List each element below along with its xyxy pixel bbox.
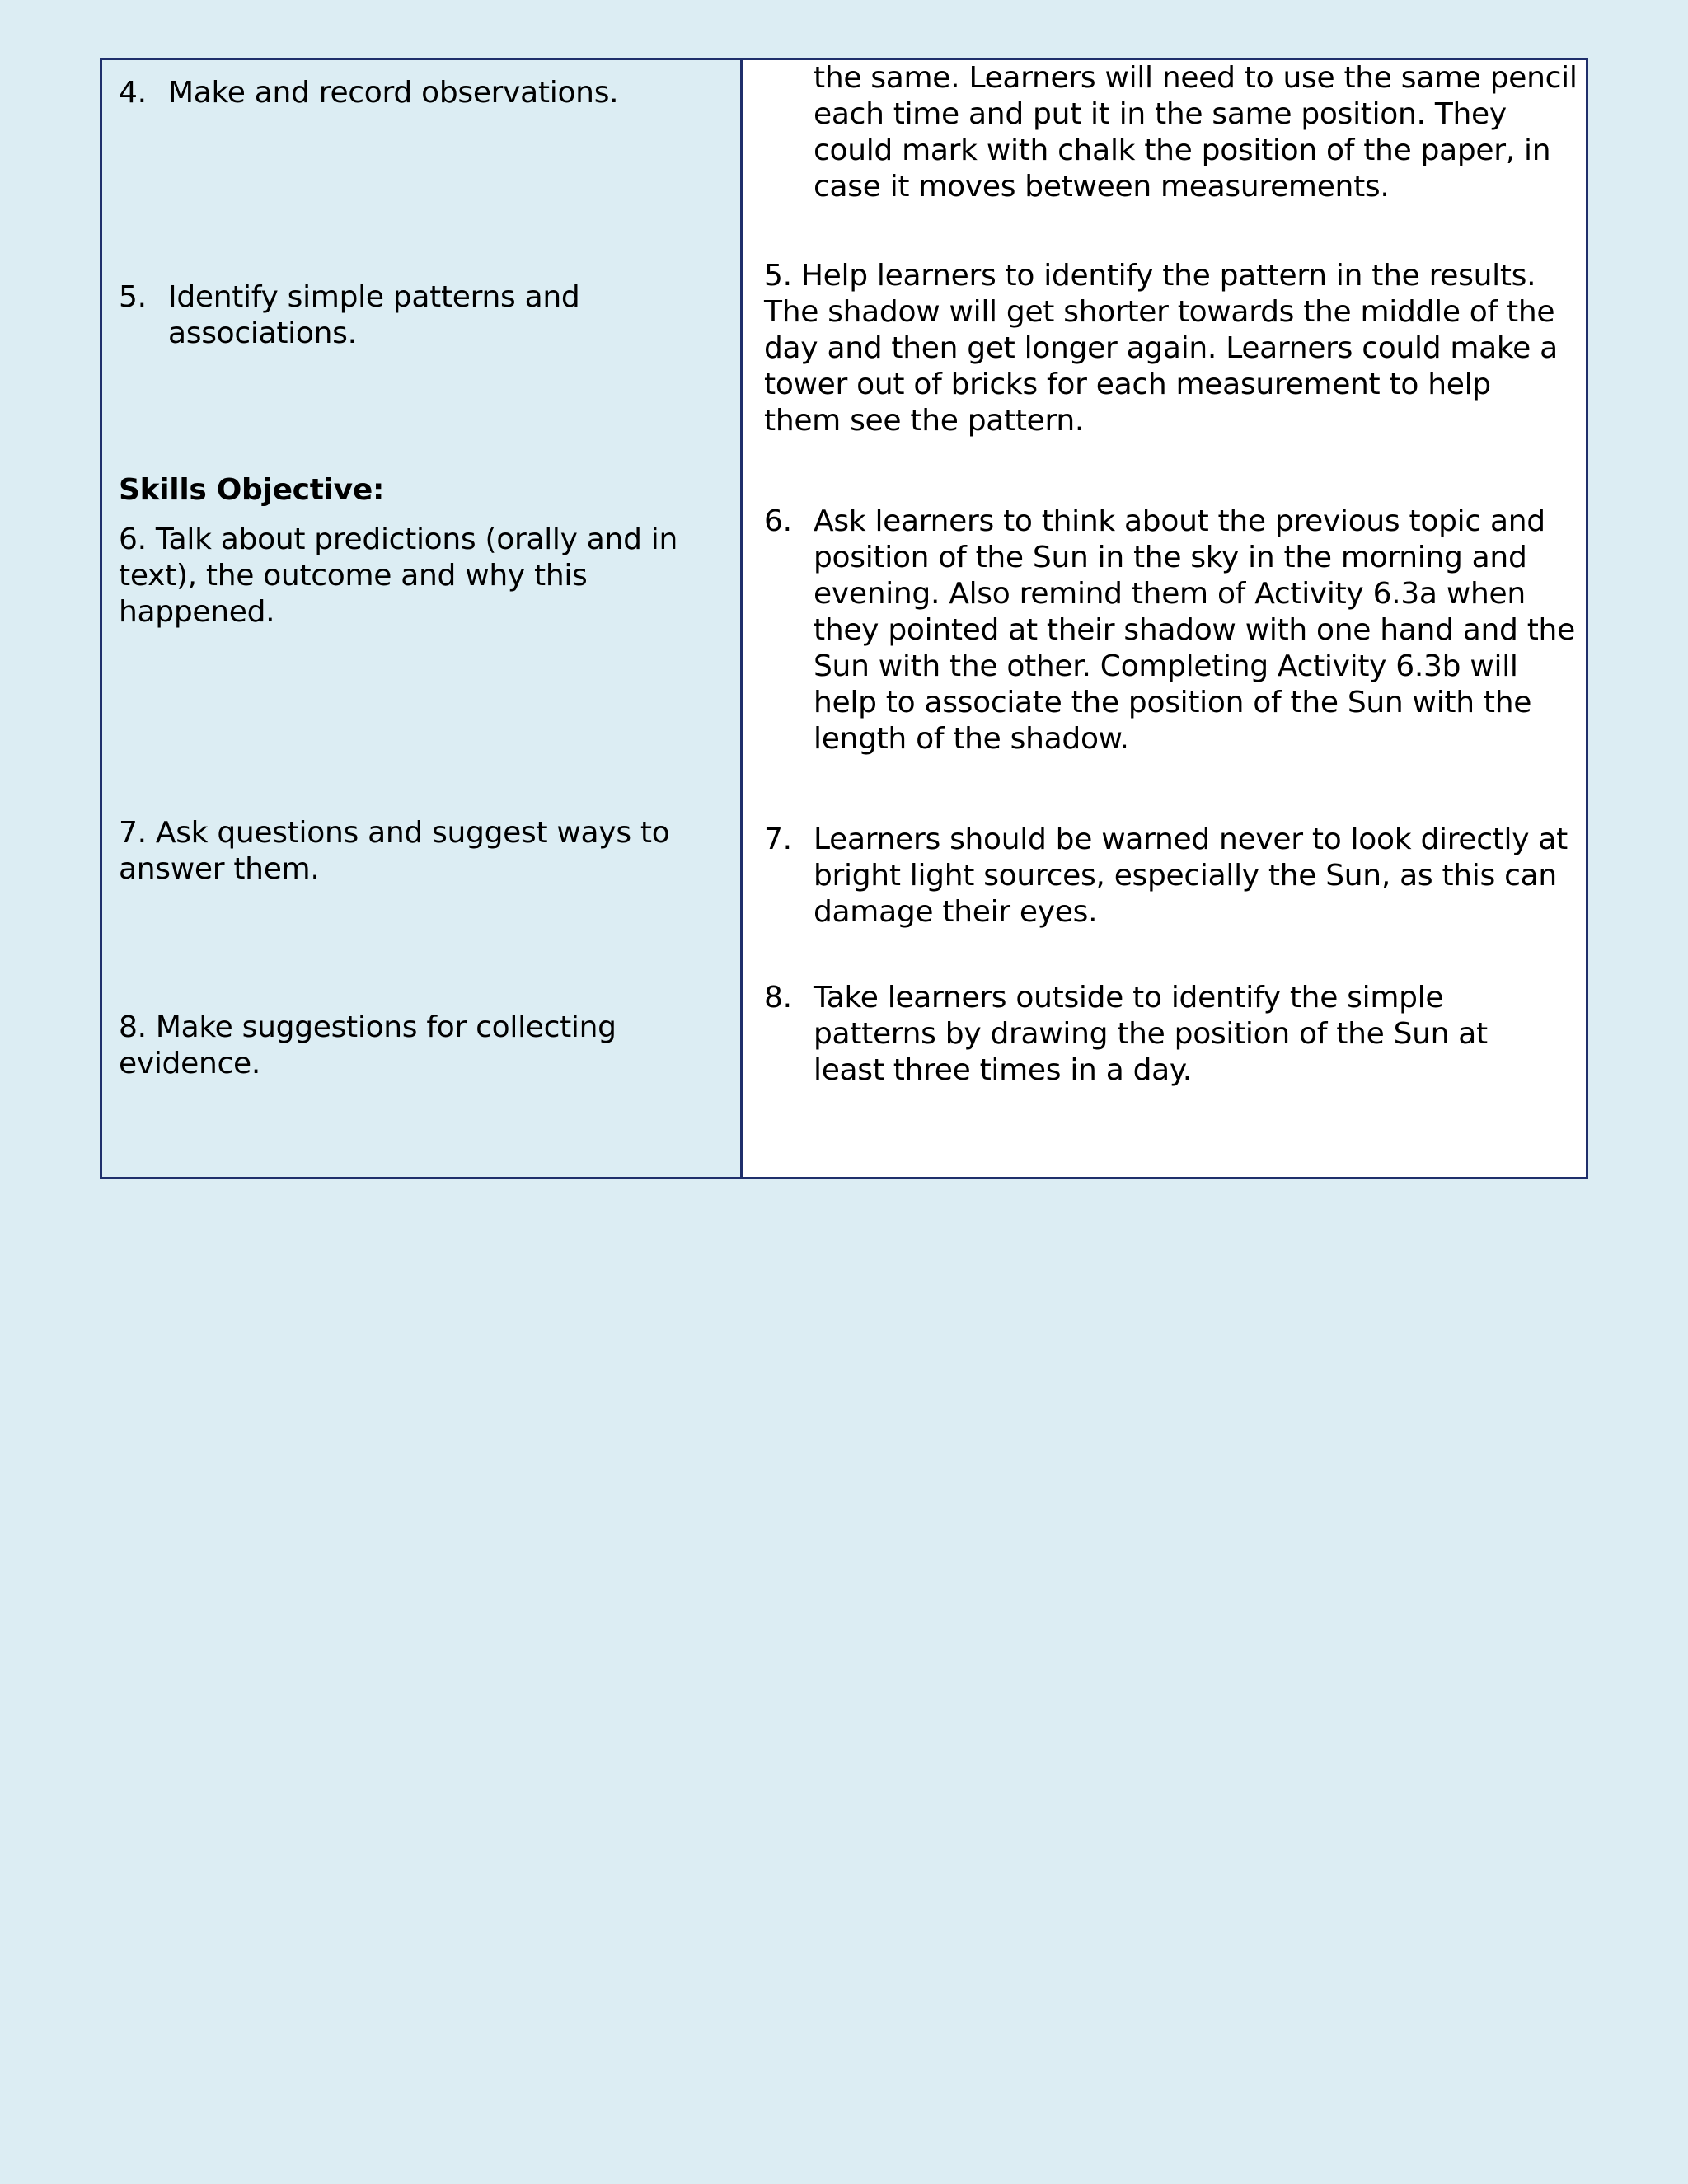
objective-item-4-text: Make and record observations. — [168, 76, 619, 110]
objective-item-7: 7. Ask questions and suggest ways to answer them. — [119, 816, 670, 886]
objective-item-5-number: 5. — [119, 280, 147, 314]
objective-item-4 — [119, 75, 720, 111]
guidance-item-6-number: 6. — [764, 504, 792, 538]
objectives-column — [102, 60, 743, 1177]
guidance-item-8 — [764, 980, 1555, 1089]
guidance-item-8-text: Take learners outside to identify the simple patterns by drawing the position of the Sun at least three times in a day. — [814, 981, 1488, 1087]
guidance-item-5: 5. Help learners to identify the pattern in the results. The shadow will get shorter towards the middle of the day and then get longer again. Learners could make a tower out of bricks for each measurement to help them see the pattern. — [764, 259, 1558, 438]
objective-item-6: 6. Talk about predictions (orally and in text), the outcome and why this happened. — [119, 523, 678, 629]
guidance-continuation: the same. Learners will need to use the same pencil each time and put it in the same position. They could mark with chalk the position of the paper, in case it moves between measurements. — [814, 61, 1578, 204]
objective-item-5 — [119, 279, 630, 352]
skills-objective-heading: Skills Objective: — [119, 473, 385, 507]
objective-item-8: 8. Make suggestions for collecting evidence. — [119, 1010, 617, 1080]
guidance-item-7-number: 7. — [764, 823, 792, 856]
objective-item-5-text: Identify simple patterns and associations. — [168, 280, 580, 350]
guidance-item-8-number: 8. — [764, 981, 792, 1015]
guidance-item-7 — [764, 822, 1588, 930]
guidance-item-6-text: Ask learners to think about the previous topic and position of the Sun in the sky in the morning and evening. Also remind them of Activity 6.3a when they pointed at their shadow with one hand and the Sun with the other. Completing Activity 6.3b will help to associate the position of the Sun with the length of the shadow. — [814, 504, 1575, 756]
guidance-column — [743, 60, 1586, 1177]
lesson-table — [100, 58, 1588, 1179]
guidance-item-6 — [764, 504, 1588, 757]
guidance-item-7-text: Learners should be warned never to look directly at bright light sources, especially the Sun, as this can damage their eyes. — [814, 823, 1568, 929]
objective-item-4-number: 4. — [119, 76, 147, 110]
